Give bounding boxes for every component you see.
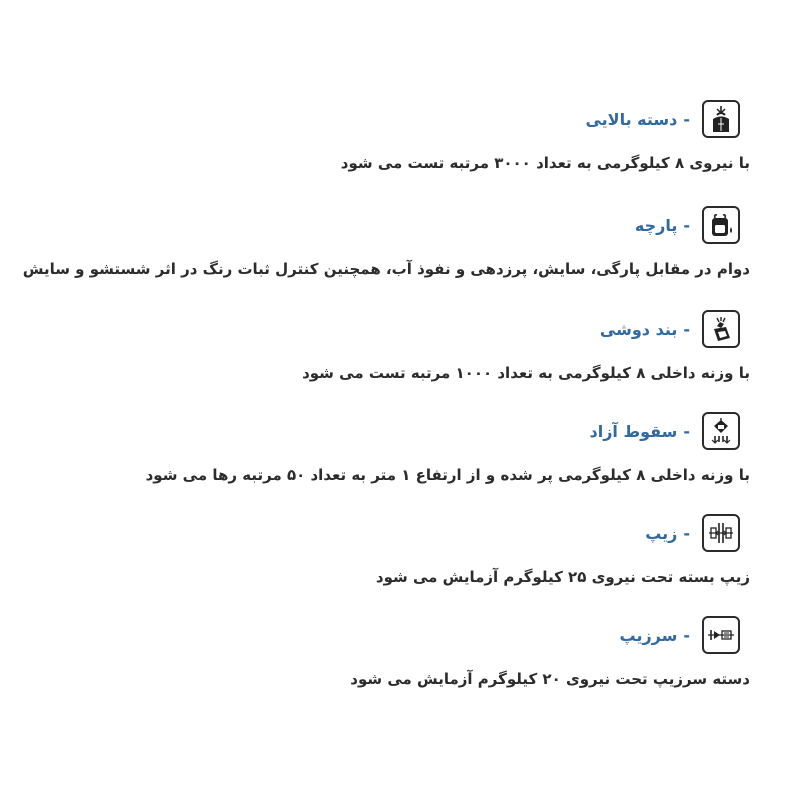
- zipper-icon: [702, 514, 740, 552]
- title-dash: -: [683, 215, 690, 235]
- test-item-fabric: [22, 204, 750, 280]
- test-heading: [50, 204, 740, 246]
- test-title: زیپ: [645, 523, 678, 543]
- test-description: با وزنه داخلی ۸ کیلوگرمی به تعداد ۱۰۰۰ مرتبه تست می شود: [302, 364, 750, 382]
- test-description: دوام در مقابل پارگی، سایش، پرزدهی و نفوذ آب، همچنین کنترل ثبات رنگ در اثر شستشو و سایش: [22, 260, 750, 278]
- test-description: زیپ بسته تحت نیروی ۲۵ کیلوگرم آزمایش می شود: [375, 568, 750, 586]
- test-title: پارچه: [634, 215, 678, 235]
- title-dash: -: [683, 319, 690, 339]
- test-heading: [50, 614, 740, 656]
- test-heading: [50, 512, 740, 554]
- test-description: دسته سرزیپ تحت نیروی ۲۰ کیلوگرم آزمایش می شود: [350, 670, 750, 688]
- fabric-backpack-drop-icon: [702, 206, 740, 244]
- top-handle-icon: [702, 100, 740, 138]
- test-item-zipper: [50, 512, 750, 588]
- title-dash: -: [683, 109, 690, 129]
- test-item-top-handle: [50, 98, 750, 174]
- test-title: دسته بالایی: [585, 109, 678, 129]
- test-title: سقوط آزاد: [589, 421, 678, 441]
- test-item-zipper-pull: [50, 614, 750, 690]
- test-description: با نیروی ۸ کیلوگرمی به تعداد ۳۰۰۰ مرتبه تست می شود: [340, 154, 750, 172]
- test-item-free-fall: [50, 410, 750, 486]
- test-heading: [50, 308, 740, 350]
- test-title: بند دوشی: [599, 319, 678, 339]
- test-heading: [50, 98, 740, 140]
- test-item-shoulder-strap: [50, 308, 750, 384]
- test-description: با وزنه داخلی ۸ کیلوگرمی پر شده و از ارتفاع ۱ متر به تعداد ۵۰ مرتبه رها می شود: [145, 466, 750, 484]
- free-fall-icon: [702, 412, 740, 450]
- title-dash: -: [683, 625, 690, 645]
- test-heading: [50, 410, 740, 452]
- title-dash: -: [683, 421, 690, 441]
- title-dash: -: [683, 523, 690, 543]
- zipper-pull-icon: [702, 616, 740, 654]
- test-title: سرزیپ: [619, 625, 678, 645]
- shoulder-strap-icon: [702, 310, 740, 348]
